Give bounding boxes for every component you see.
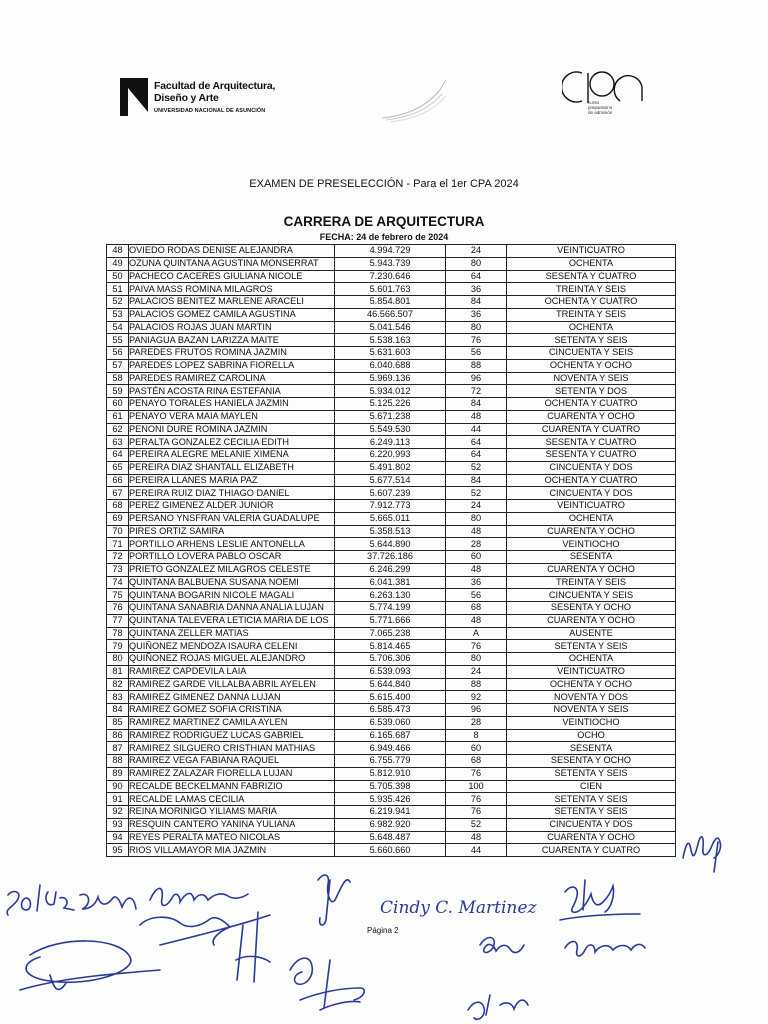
score-in-words: OCHENTA Y OCHO (507, 359, 676, 372)
row-number: 93 (107, 818, 129, 831)
id-number: 5.935.426 (335, 793, 446, 806)
score-in-words: CUARENTA Y OCHO (507, 831, 676, 844)
student-name: QUIÑONEZ MENDOZA ISAURA CELENI (129, 640, 335, 653)
score: 96 (446, 704, 507, 717)
university-name: UNIVERSIDAD NACIONAL DE ASUNCIÓN (154, 108, 266, 114)
score-in-words: SETENTA Y SEIS (507, 640, 676, 653)
score-in-words: SESENTA Y CUATRO (507, 270, 676, 283)
student-name: QUINTANA SANABRIA DANNA ANALIA LUJAN (129, 602, 335, 615)
score-in-words: CINCUENTA Y DOS (507, 818, 676, 831)
id-number: 37.726.186 (335, 551, 446, 564)
row-number: 63 (107, 436, 129, 449)
student-name: RECALDE LAMAS CECILIA (129, 793, 335, 806)
id-number: 5.660.660 (335, 844, 446, 857)
student-name: PENAYO TORALES HANIELA JAZMIN (129, 398, 335, 411)
id-number: 5.969.136 (335, 372, 446, 385)
student-name: PORTILLO ARHENS LESLIE ANTONELLA (129, 538, 335, 551)
row-number: 70 (107, 525, 129, 538)
student-name: PRIETO GONZALEZ MILAGROS CELESTE (129, 563, 335, 576)
score: 84 (446, 398, 507, 411)
score: 92 (446, 691, 507, 704)
score: 48 (446, 563, 507, 576)
id-number: 5.812.910 (335, 767, 446, 780)
score: 56 (446, 589, 507, 602)
score-in-words: AUSENTE (507, 627, 676, 640)
id-number: 6.041.381 (335, 576, 446, 589)
student-name: PALACIOS BENITEZ MARLENE ARACELI (129, 296, 335, 309)
score-in-words: CIEN (507, 780, 676, 793)
score-in-words: TREINTA Y SEIS (507, 283, 676, 296)
row-number: 75 (107, 589, 129, 602)
student-name: RAMIREZ GIMENEZ DANNA LUJAN (129, 691, 335, 704)
score-in-words: OCHENTA Y OCHO (507, 678, 676, 691)
score-in-words: SESENTA Y CUATRO (507, 436, 676, 449)
row-number: 90 (107, 780, 129, 793)
score-in-words: VEINTICUATRO (507, 245, 676, 258)
student-name: PERSANO YNSFRAN VALERIA GUADALUPE (129, 512, 335, 525)
score-in-words: CUARENTA Y OCHO (507, 525, 676, 538)
student-name: PENONI DURE ROMINA JAZMIN (129, 423, 335, 436)
score: 64 (446, 449, 507, 462)
score: 88 (446, 359, 507, 372)
score-in-words: NOVENTA Y DOS (507, 691, 676, 704)
row-number: 82 (107, 678, 129, 691)
score-in-words: VEINTIOCHO (507, 716, 676, 729)
student-name: PEREIRA LLANES MARIA PAZ (129, 474, 335, 487)
score-in-words: SESENTA (507, 551, 676, 564)
id-number: 5.671.238 (335, 410, 446, 423)
score: 72 (446, 385, 507, 398)
row-number: 68 (107, 500, 129, 513)
score-in-words: NOVENTA Y SEIS (507, 704, 676, 717)
student-name: RAMIREZ RODRIGUEZ LUCAS GABRIEL (129, 729, 335, 742)
id-number: 5.491.802 (335, 461, 446, 474)
student-name: OVIEDO RODAS DENISE ALEJANDRA (129, 245, 335, 258)
score: 76 (446, 640, 507, 653)
row-number: 59 (107, 385, 129, 398)
score: 48 (446, 614, 507, 627)
row-number: 65 (107, 461, 129, 474)
score-in-words: SESENTA Y OCHO (507, 755, 676, 768)
score-in-words: OCHENTA Y CUATRO (507, 474, 676, 487)
score: 76 (446, 793, 507, 806)
score-in-words: SETENTA Y SEIS (507, 767, 676, 780)
cpa-caption-line2: preparatorio (588, 105, 613, 110)
id-number: 7.065.238 (335, 627, 446, 640)
score-in-words: VEINTICUATRO (507, 500, 676, 513)
student-name: QUINTANA TALEVERA LETICIA MARIA DE LOS (129, 614, 335, 627)
id-number: 7.230.646 (335, 270, 446, 283)
score: 68 (446, 755, 507, 768)
id-number: 5.934.012 (335, 385, 446, 398)
student-name: PAIVA MASS ROMINA MILAGROS (129, 283, 335, 296)
score: 96 (446, 372, 507, 385)
row-number: 67 (107, 487, 129, 500)
id-number: 5.774.199 (335, 602, 446, 615)
id-number: 6.246.299 (335, 563, 446, 576)
student-name: PAREDES RAMIREZ CAROLINA (129, 372, 335, 385)
row-number: 83 (107, 691, 129, 704)
student-name: RECALDE BECKELMANN FABRIZIO (129, 780, 335, 793)
score: 56 (446, 347, 507, 360)
score: 64 (446, 270, 507, 283)
id-number: 5.644.840 (335, 678, 446, 691)
score-in-words: VEINTIOCHO (507, 538, 676, 551)
score-in-words: CINCUENTA Y DOS (507, 487, 676, 500)
student-name: PEREIRA ALEGRE MELANIE XIMENA (129, 449, 335, 462)
score-in-words: SETENTA Y SEIS (507, 806, 676, 819)
score-in-words: CUARENTA Y CUATRO (507, 423, 676, 436)
row-number: 69 (107, 512, 129, 525)
id-number: 7.912.773 (335, 500, 446, 513)
id-number: 6.585.473 (335, 704, 446, 717)
row-number: 72 (107, 551, 129, 564)
id-number: 5.358.513 (335, 525, 446, 538)
row-number: 84 (107, 704, 129, 717)
row-number: 50 (107, 270, 129, 283)
score: 80 (446, 653, 507, 666)
student-name: PEREIRA DIAZ SHANTALL ELIZABETH (129, 461, 335, 474)
exam-title: EXAMEN DE PRESELECCIÓN - Para el 1er CPA 2024 (249, 178, 519, 190)
row-number: 78 (107, 627, 129, 640)
page-number: Página 2 (367, 926, 399, 935)
id-number: 6.249.113 (335, 436, 446, 449)
id-number: 5.943.739 (335, 257, 446, 270)
row-number: 64 (107, 449, 129, 462)
student-name: RAMIREZ ZALAZAR FIORELLA LUJAN (129, 767, 335, 780)
row-number: 88 (107, 755, 129, 768)
student-name: PERALTA GONZALEZ CECILIA EDITH (129, 436, 335, 449)
score-in-words: OCHENTA Y CUATRO (507, 296, 676, 309)
score: 28 (446, 716, 507, 729)
career-title: CARRERA DE ARQUITECTURA (283, 214, 485, 229)
student-name: RAMIREZ GOMEZ SOFIA CRISTINA (129, 704, 335, 717)
row-number: 77 (107, 614, 129, 627)
row-number: 74 (107, 576, 129, 589)
score-in-words: SESENTA Y OCHO (507, 602, 676, 615)
student-name: REYES PERALTA MATEO NICOLAS (129, 831, 335, 844)
id-number: 6.219.941 (335, 806, 446, 819)
score: 44 (446, 423, 507, 436)
row-number: 87 (107, 742, 129, 755)
faculty-name-line1: Facultad de Arquitectura, (154, 80, 276, 92)
row-number: 71 (107, 538, 129, 551)
student-name: QUINTANA BOGARIN NICOLE MAGALI (129, 589, 335, 602)
score-in-words: CINCUENTA Y SEIS (507, 589, 676, 602)
student-name: PANIAGUA BAZAN LARIZZA MAITE (129, 334, 335, 347)
id-number: 5.601.763 (335, 283, 446, 296)
score: 100 (446, 780, 507, 793)
score: 24 (446, 665, 507, 678)
score: 76 (446, 334, 507, 347)
row-number: 52 (107, 296, 129, 309)
id-number: 5.538.163 (335, 334, 446, 347)
id-number: 5.665.011 (335, 512, 446, 525)
score-in-words: OCHENTA (507, 653, 676, 666)
score: 52 (446, 487, 507, 500)
id-number: 5.549.530 (335, 423, 446, 436)
score-in-words: TREINTA Y SEIS (507, 576, 676, 589)
student-name: RAMIREZ SILGUERO CRISTHIAN MATHIAS (129, 742, 335, 755)
row-number: 61 (107, 410, 129, 423)
student-name: RIOS VILLAMAYOR MIA JAZMIN (129, 844, 335, 857)
id-number: 5.771.666 (335, 614, 446, 627)
row-number: 73 (107, 563, 129, 576)
score-in-words: OCHO (507, 729, 676, 742)
id-number: 5.631.603 (335, 347, 446, 360)
row-number: 60 (107, 398, 129, 411)
score: 60 (446, 742, 507, 755)
id-number: 5.677.514 (335, 474, 446, 487)
score-in-words: SESENTA (507, 742, 676, 755)
id-number: 6.539.093 (335, 665, 446, 678)
id-number: 6.165.687 (335, 729, 446, 742)
id-number: 5.648.487 (335, 831, 446, 844)
score: 36 (446, 308, 507, 321)
student-name: PIRES ORTIZ SAMIRA (129, 525, 335, 538)
score: 84 (446, 474, 507, 487)
score-in-words: CUARENTA Y OCHO (507, 410, 676, 423)
id-number: 4.994.729 (335, 245, 446, 258)
student-name: RESQUIN CANTERO YANINA YULIANA (129, 818, 335, 831)
score-in-words: CINCUENTA Y DOS (507, 461, 676, 474)
score: 64 (446, 436, 507, 449)
score-in-words: NOVENTA Y SEIS (507, 372, 676, 385)
student-name: REINA MORINIGO YILIAMS MARIA (129, 806, 335, 819)
row-number: 85 (107, 716, 129, 729)
row-number: 91 (107, 793, 129, 806)
id-number: 6.539.060 (335, 716, 446, 729)
score-in-words: OCHENTA Y CUATRO (507, 398, 676, 411)
score: 60 (446, 551, 507, 564)
score-in-words: VEINTICUATRO (507, 665, 676, 678)
row-number: 66 (107, 474, 129, 487)
score-in-words: CINCUENTA Y SEIS (507, 347, 676, 360)
id-number: 6.263.130 (335, 589, 446, 602)
row-number: 86 (107, 729, 129, 742)
score-in-words: SESENTA Y CUATRO (507, 449, 676, 462)
student-name: PENAYO VERA MAIA MAYLEN (129, 410, 335, 423)
student-name: PEREZ GIMENEZ ALDER JUNIOR (129, 500, 335, 513)
score: 88 (446, 678, 507, 691)
student-name: PALACIOS GOMEZ CAMILA AGUSTINA (129, 308, 335, 321)
student-name: RAMIREZ VEGA FABIANA RAQUEL (129, 755, 335, 768)
student-name: PORTILLO LOVERA PABLO OSCAR (129, 551, 335, 564)
row-number: 53 (107, 308, 129, 321)
score-in-words: SETENTA Y SEIS (507, 793, 676, 806)
score: 24 (446, 245, 507, 258)
student-name: PAREDES FRUTOS ROMINA JAZMIN (129, 347, 335, 360)
student-name: RAMIREZ MARTINEZ CAMILA AYLEN (129, 716, 335, 729)
id-number: 5.854.801 (335, 296, 446, 309)
student-name: RAMIREZ CAPDEVILA LAIA (129, 665, 335, 678)
student-name: PEREIRA RUIZ DIAZ THIAGO DANIEL (129, 487, 335, 500)
cpa-caption-line3: de admisión (588, 110, 613, 115)
row-number: 54 (107, 321, 129, 334)
score-in-words: CUARENTA Y CUATRO (507, 844, 676, 857)
row-number: 48 (107, 245, 129, 258)
row-number: 56 (107, 347, 129, 360)
student-name: QUIÑONEZ ROJAS MIGUEL ALEJANDRO (129, 653, 335, 666)
faculty-name-line2: Diseño y Arte (154, 92, 219, 104)
handwritten-name: Cindy C. Martinez (380, 898, 537, 918)
score: 68 (446, 602, 507, 615)
score: 28 (446, 538, 507, 551)
id-number: 46.566.507 (335, 308, 446, 321)
row-number: 58 (107, 372, 129, 385)
row-number: 55 (107, 334, 129, 347)
exam-date: FECHA: 24 de febrero de 2024 (319, 232, 449, 242)
score: 48 (446, 410, 507, 423)
row-number: 81 (107, 665, 129, 678)
student-name: OZUNA QUINTANA AGUSTINA MONSERRAT (129, 257, 335, 270)
score: 48 (446, 525, 507, 538)
score-in-words: SETENTA Y SEIS (507, 334, 676, 347)
score: 80 (446, 321, 507, 334)
score-in-words: OCHENTA (507, 512, 676, 525)
score-in-words: CUARENTA Y OCHO (507, 614, 676, 627)
id-number: 5.814.465 (335, 640, 446, 653)
id-number: 5.615.400 (335, 691, 446, 704)
id-number: 5.644.890 (335, 538, 446, 551)
id-number: 5.706.306 (335, 653, 446, 666)
row-number: 95 (107, 844, 129, 857)
score-in-words: SETENTA Y DOS (507, 385, 676, 398)
score: 76 (446, 767, 507, 780)
cpa-caption-line1: curso (588, 100, 600, 105)
id-number: 6.040.688 (335, 359, 446, 372)
score: 36 (446, 576, 507, 589)
score: 80 (446, 512, 507, 525)
student-name: QUINTANA BALBUENA SUSANA NOEMI (129, 576, 335, 589)
id-number: 6.982.920 (335, 818, 446, 831)
score: 52 (446, 461, 507, 474)
id-number: 6.220.993 (335, 449, 446, 462)
row-number: 94 (107, 831, 129, 844)
score: 24 (446, 500, 507, 513)
score: 8 (446, 729, 507, 742)
score: 76 (446, 806, 507, 819)
row-number: 51 (107, 283, 129, 296)
row-number: 80 (107, 653, 129, 666)
row-number: 49 (107, 257, 129, 270)
score: 48 (446, 831, 507, 844)
score: A (446, 627, 507, 640)
score-in-words: CUARENTA Y OCHO (507, 563, 676, 576)
student-name: PASTÉN ACOSTA RINA ESTEFANIA (129, 385, 335, 398)
student-name: PAREDES LOPEZ SABRINA FIORELLA (129, 359, 335, 372)
id-number: 6.949.466 (335, 742, 446, 755)
score-in-words: OCHENTA (507, 257, 676, 270)
score: 80 (446, 257, 507, 270)
id-number: 5.041.546 (335, 321, 446, 334)
id-number: 5.607.239 (335, 487, 446, 500)
row-number: 76 (107, 602, 129, 615)
id-number: 6.755.779 (335, 755, 446, 768)
row-number: 62 (107, 423, 129, 436)
score: 36 (446, 283, 507, 296)
student-name: PACHECO CACERES GIULIANA NICOLE (129, 270, 335, 283)
student-name: PALACIOS ROJAS JUAN MARTIN (129, 321, 335, 334)
id-number: 5.125.226 (335, 398, 446, 411)
id-number: 5.705.398 (335, 780, 446, 793)
score: 44 (446, 844, 507, 857)
row-number: 57 (107, 359, 129, 372)
row-number: 92 (107, 806, 129, 819)
row-number: 79 (107, 640, 129, 653)
score-in-words: OCHENTA (507, 321, 676, 334)
student-name: RAMIREZ GARDE VILLALBA ABRIL AYELEN (129, 678, 335, 691)
row-number: 89 (107, 767, 129, 780)
score: 52 (446, 818, 507, 831)
score-in-words: TREINTA Y SEIS (507, 308, 676, 321)
student-name: QUINTANA ZELLER MATIAS (129, 627, 335, 640)
score: 84 (446, 296, 507, 309)
